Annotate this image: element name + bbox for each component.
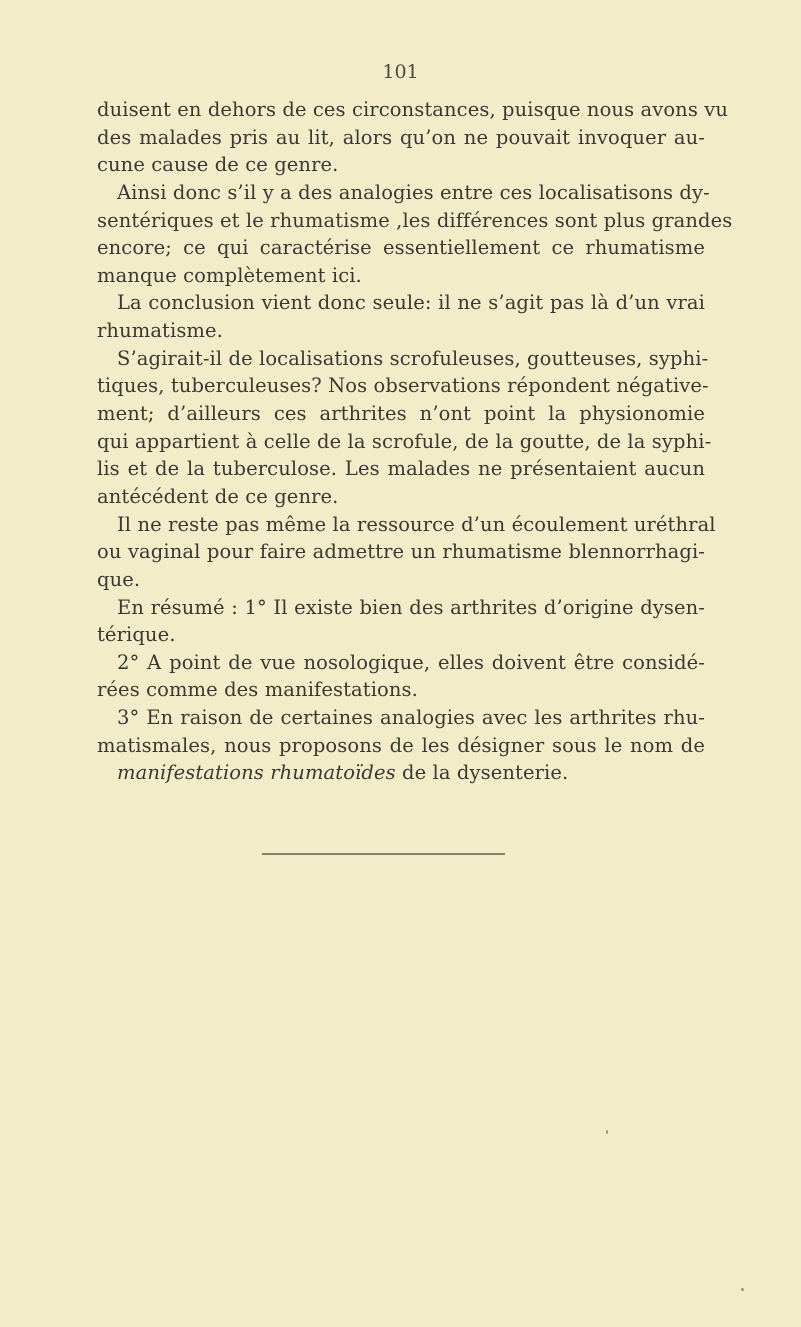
text-line: Il ne reste pas même la ressource d’un écoulement uréthral [117, 512, 716, 536]
text-line: En résumé : 1° Il existe bien des arthrites d’origine dysen- [117, 595, 705, 619]
text-line: qui appartient à celle de la scrofule, de la goutte, de la syphi- [97, 429, 712, 453]
text-line-last [97, 759, 705, 787]
body-text [97, 96, 733, 787]
text-line: La conclusion vient donc seule: il ne s’agit pas là d’un vrai [117, 291, 705, 315]
text-line: sentériques et le rhumatisme ,les différences sont plus grandes [97, 208, 733, 232]
text-line: manque complètement ici. [97, 263, 362, 287]
text-line: rées comme des manifestations. [97, 678, 418, 702]
text-line: ou vaginal pour faire admettre un rhumatisme blennorrhagi- [97, 540, 705, 564]
text-line: rhumatisme. [97, 319, 223, 343]
text-line: des malades pris au lit, alors qu’on ne pouvait invoquer au- [97, 125, 705, 149]
text-line: encore; ce qui caractérise essentiellement ce rhumatisme [97, 236, 705, 260]
text-line: 3° En raison de certaines analogies avec les arthrites rhu- [117, 706, 705, 730]
text-line: Ainsi donc s’il y a des analogies entre ces localisatisons dy- [117, 180, 710, 204]
paper-speck [741, 1288, 744, 1291]
text-line: 2° A point de vue nosologique, elles doivent être considé- [117, 650, 705, 674]
text-line: antécédent de ce genre. [97, 484, 339, 508]
paper-speck [606, 1130, 608, 1134]
text-line: cune cause de ce genre. [97, 153, 339, 177]
last-line-rest: de la dysenterie. [395, 761, 569, 785]
text-line: lis et de la tuberculose. Les malades ne présentaient aucun [97, 457, 705, 481]
text-line: matismales, nous proposons de les désigner sous le nom de [97, 733, 705, 757]
italic-term: manifestations rhumatoïdes [117, 761, 396, 785]
text-line: tiques, tuberculeuses? Nos observations répondent négative- [97, 374, 709, 398]
text-line: duisent en dehors de ces circonstances, puisque nous avons vu [97, 98, 728, 121]
text-line: que. [97, 567, 141, 591]
page-number: 101 [382, 61, 419, 83]
text-line: ment; d’ailleurs ces arthrites n’ont point la physionomie [97, 402, 705, 426]
end-rule [262, 853, 505, 855]
text-line: térique. [97, 623, 176, 647]
text-line: S’agirait-il de localisations scrofuleuses, goutteuses, syphi- [117, 346, 709, 370]
